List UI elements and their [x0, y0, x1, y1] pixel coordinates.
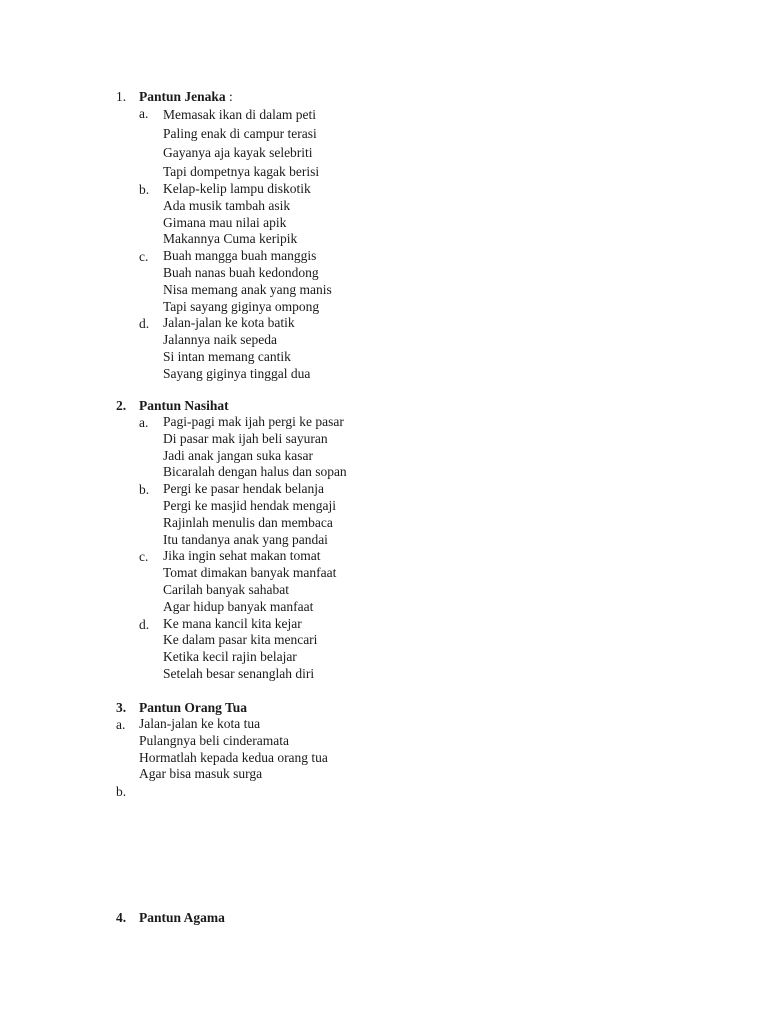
verse-line: Setelah besar senanglah diri	[163, 665, 315, 681]
section-title-text: Pantun Orang Tua	[139, 700, 248, 715]
verse-letter: a.	[139, 415, 149, 430]
verse-line: Memasak ikan di dalam peti	[163, 107, 316, 122]
verse-lines	[163, 248, 768, 315]
verse-line: Kelap-kelip lampu diskotik	[163, 181, 311, 196]
verse-line: Agar hidup banyak manfaat	[163, 598, 314, 614]
verse-lines	[163, 315, 768, 382]
verse-lines	[163, 616, 768, 683]
verse-lines	[163, 181, 768, 248]
verse-letter: d.	[139, 616, 150, 632]
verse-lines	[163, 105, 768, 181]
section-number: 2.	[116, 398, 127, 413]
section-number: 1.	[116, 89, 127, 104]
verse-line: Agar bisa masuk surga	[139, 766, 263, 782]
verse-item	[0, 315, 768, 382]
verse-line: Tomat dimakan banyak manfaat	[163, 565, 337, 581]
verse-line: Ketika kecil rajin belajar	[163, 649, 297, 665]
verse-item	[0, 548, 768, 615]
verse-line: Pergi ke pasar hendak belanja	[163, 481, 324, 497]
verse-line: Gimana mau nilai apik	[163, 214, 287, 230]
verse-list	[0, 105, 768, 383]
verse-letter: c.	[139, 249, 149, 265]
verse-line: Buah mangga buah manggis	[163, 248, 317, 264]
section-title	[139, 699, 247, 716]
section-number: 4.	[116, 910, 127, 925]
section-title-text: Pantun Agama	[139, 910, 225, 925]
section-title	[139, 88, 233, 105]
verse-line: Ke dalam pasar kita mencari	[163, 632, 318, 648]
verse-letter: c.	[139, 549, 149, 565]
verse-line: Buah nanas buah kedondong	[163, 264, 319, 280]
verse-lines	[163, 481, 768, 548]
verse-item	[0, 181, 768, 248]
verse-lines	[139, 716, 768, 783]
verse-item	[0, 716, 768, 783]
section-title	[139, 909, 225, 926]
verse-line: Jika ingin sehat makan tomat	[163, 548, 321, 564]
verse-line: Paling enak di campur terasi	[163, 126, 317, 141]
verse-item	[0, 616, 768, 683]
verse-line: Gayanya aja kayak selebriti	[163, 145, 313, 160]
verse-line: Nisa memang anak yang manis	[163, 281, 332, 297]
verse-line: Bicaralah dengan halus dan sopan	[163, 464, 347, 480]
verse-letter: b.	[139, 182, 150, 197]
verse-line: Makannya Cuma keripik	[163, 231, 298, 247]
section-title-text: Pantun Jenaka	[139, 89, 226, 104]
verse-item	[0, 414, 768, 481]
verse-line: Jalannya naik sepeda	[163, 332, 277, 348]
section-title-suffix: :	[225, 89, 233, 104]
verse-line: Ada musik tambah asik	[163, 197, 291, 213]
verse-line: Si intan memang cantik	[163, 348, 291, 364]
verse-letter: a.	[116, 717, 126, 732]
verse-letter: b.	[139, 482, 150, 498]
verse-letter: b.	[116, 784, 127, 800]
verse-list	[0, 716, 768, 800]
verse-line: Tapi dompetnya kagak berisi	[163, 164, 320, 179]
verse-line: Rajinlah menulis dan membaca	[163, 514, 333, 530]
verse-line: Sayang giginya tinggal dua	[163, 365, 311, 381]
verse-line: Ke mana kancil kita kejar	[163, 615, 302, 631]
verse-lines	[163, 414, 768, 481]
verse-line: Jalan-jalan ke kota batik	[163, 315, 295, 331]
verse-item	[0, 783, 768, 800]
verse-item	[0, 105, 768, 181]
verse-line: Jadi anak jangan suka kasar	[163, 447, 313, 463]
verse-line: Jalan-jalan ke kota tua	[139, 716, 261, 731]
verse-line: Pergi ke masjid hendak mengaji	[163, 497, 336, 513]
section-title-text: Pantun Nasihat	[139, 398, 229, 413]
verse-line: Pagi-pagi mak ijah pergi ke pasar	[163, 414, 344, 429]
verse-line: Pulangnya beli cinderamata	[139, 732, 289, 748]
verse-list	[0, 414, 768, 683]
verse-letter: a.	[139, 106, 149, 121]
section-number: 3.	[116, 700, 127, 715]
verse-item	[0, 481, 768, 548]
verse-line: Itu tandanya anak yang pandai	[163, 531, 328, 547]
verse-line: Hormatlah kepada kedua orang tua	[139, 749, 328, 765]
verse-item	[0, 248, 768, 315]
verse-letter: d.	[139, 316, 150, 332]
verse-line: Di pasar mak ijah beli sayuran	[163, 430, 328, 446]
verse-lines	[163, 548, 768, 615]
verse-line: Carilah banyak sahabat	[163, 581, 289, 597]
verse-line: Tapi sayang giginya ompong	[163, 298, 320, 314]
section-title	[139, 397, 229, 414]
